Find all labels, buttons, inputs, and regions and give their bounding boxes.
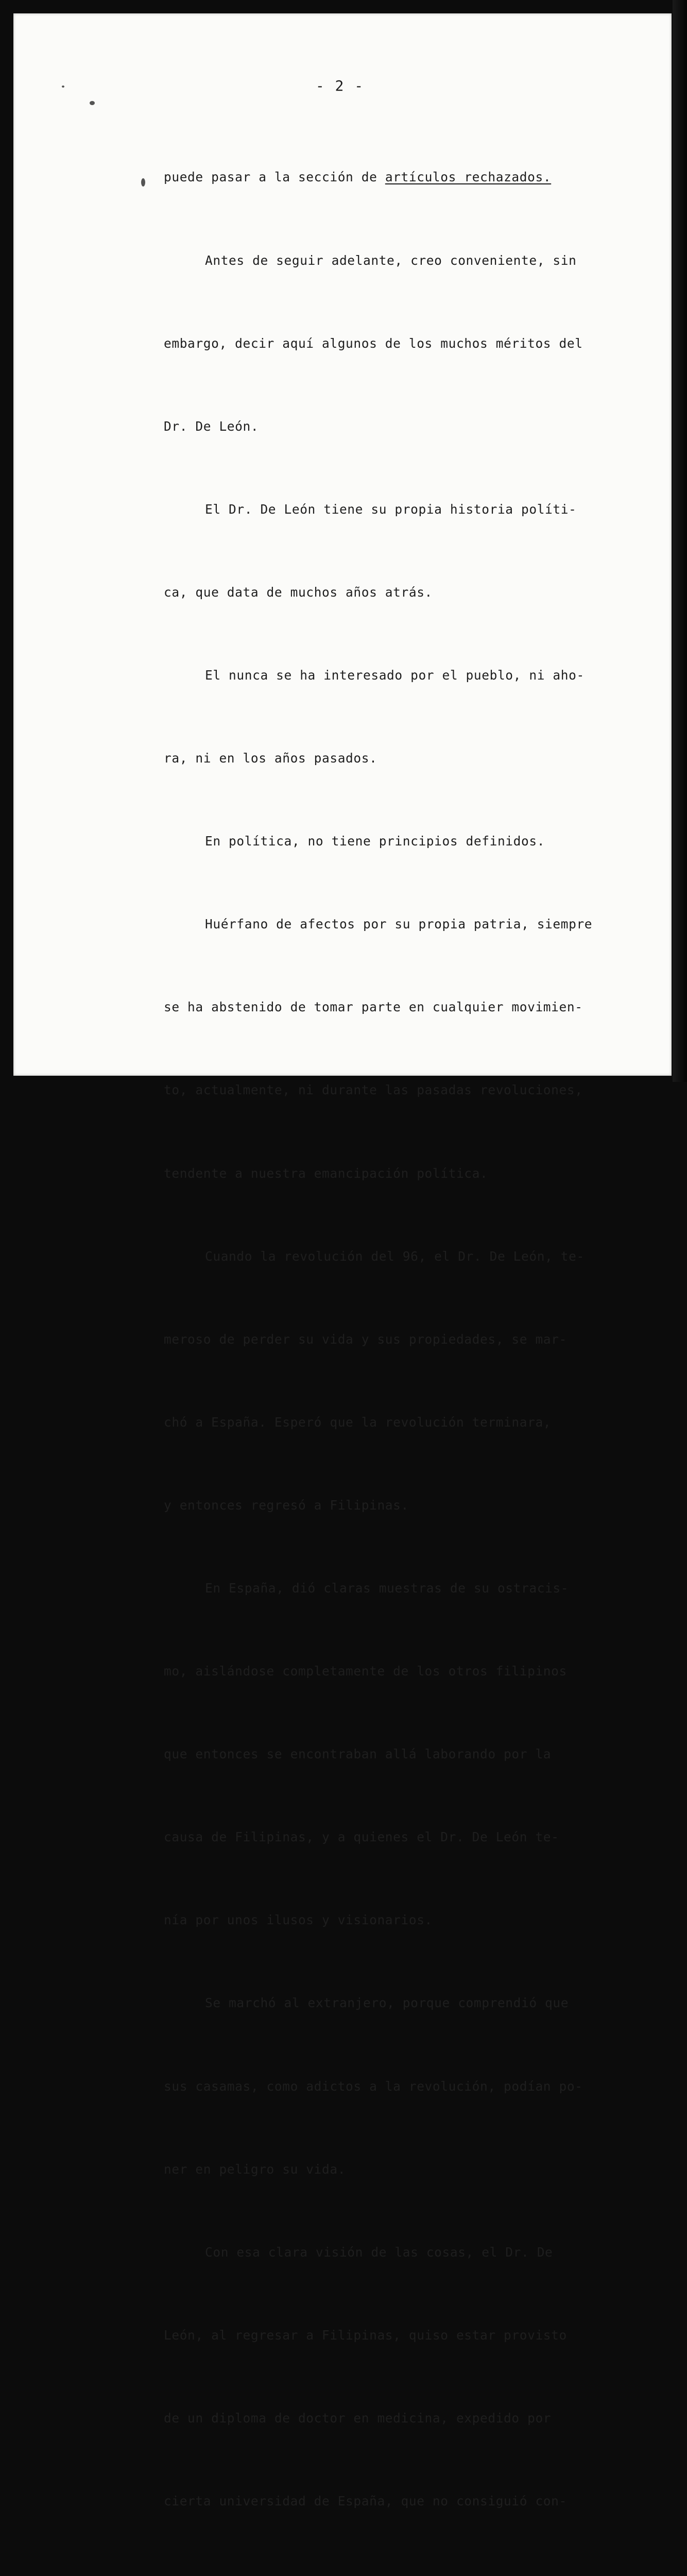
text-line: ra, ni en los años pasados. <box>164 751 377 766</box>
text-line: y entonces regresó a Filipinas. <box>164 1497 409 1513</box>
text-line: ner en peligro su vida. <box>164 2161 346 2177</box>
text-line: mo, aislándose completamente de los otros filipinos <box>164 1664 567 1679</box>
text-line: León, al regresar a Filipinas, quiso estar provisto <box>164 2327 567 2343</box>
page-number: - 2 - <box>315 77 365 94</box>
scan-right-edge <box>673 0 687 1082</box>
text-line: puede pasar a la sección de artículos rechazados. <box>164 170 552 185</box>
ink-smudge <box>141 178 145 187</box>
text-line: Antes de seguir adelante, creo conveniente, sin <box>205 252 577 268</box>
text-line: Dr. De León. <box>164 418 259 434</box>
text-line: to, actualmente, ni durante las pasadas revoluciones, <box>164 1082 583 1098</box>
typed-text-body <box>164 108 607 2576</box>
text-line: chó a España. Esperó que la revolución terminara, <box>164 1414 552 1430</box>
text-line: ca, que data de muchos años atrás. <box>164 584 433 600</box>
text-line: embargo, decir aquí algunos de los muchos méritos del <box>164 335 583 351</box>
text-line: Huérfano de afectos por su propia patria, siempre <box>205 917 593 932</box>
text-line: El Dr. De León tiene su propia historia políti- <box>205 501 577 517</box>
text-line: sus casamas, como adictos a la revolución, podían po- <box>164 2078 583 2094</box>
text-line: El nunca se ha interesado por el pueblo, ni aho- <box>205 667 585 683</box>
text-line: En política, no tiene principios definidos. <box>205 834 545 849</box>
text-line: En España, dió claras muestras de su ostracis- <box>205 1581 569 1596</box>
ink-smudge <box>90 101 95 105</box>
text-line: nía por unos ilusos y visionarios. <box>164 1912 433 1928</box>
text-line: meroso de perder su vida y sus propiedades, se mar- <box>164 1331 567 1347</box>
text-line: que entonces se encontraban allá laborando por la <box>164 1747 552 1762</box>
ink-smudge <box>62 86 64 88</box>
text-line: causa de Filipinas, y a quienes el Dr. De León te- <box>164 1829 559 1845</box>
text-line: Se marchó al extranjero, porque comprendió que <box>205 1995 569 2011</box>
text-line <box>164 2570 607 2576</box>
underlined-phrase: artículos rechazados. <box>385 170 552 185</box>
text-line: de un diploma de doctor en medicina, expedido por <box>164 2410 552 2426</box>
text-line: cierta universidad de España, que no consiguió con- <box>164 2494 567 2509</box>
text-line: tendente a nuestra emancipación política. <box>164 1165 488 1181</box>
text-line: se ha abstenido de tomar parte en cualquier movimien- <box>164 999 583 1015</box>
text-line: Con esa clara visión de las cosas, el Dr. De <box>205 2244 553 2260</box>
text-line: Cuando la revolución del 96, el Dr. De León, te- <box>205 1248 585 1264</box>
